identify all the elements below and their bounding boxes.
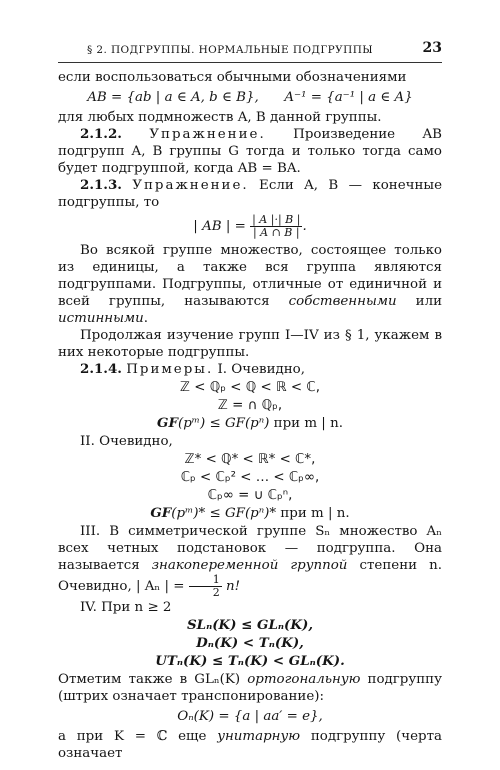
after-equation: для любых подмножеств A, B данной группы. [58,110,382,125]
fraction-numerator: | A |·| B | [252,213,301,226]
eq-card-end: . [302,219,307,234]
equation-product-inverse [58,89,442,106]
term-true: истинными [58,311,144,326]
page-number: 23 [422,40,442,56]
text: Отметим также в GLₙ(K) [58,672,241,687]
term-orthogonal: ортогональную [247,672,361,687]
text: при m | n. [273,416,343,431]
eq-II-2: ℂₚ < ℂₚ² < … < ℂₚ∞, [180,470,320,485]
eq-II-3: ℂₚ∞ = ∪ ℂₚⁿ, [207,488,293,503]
term-unitary: унитарную [217,729,301,744]
text: III. В симметрической группе Sₙ множество Aₙ всех четных подстановок — подгруппа. Она называется [58,524,442,573]
eq-I-3 [58,415,442,432]
text: (pᵐ) ≤ GF(pⁿ) [178,416,270,431]
text: (pᵐ)* ≤ GF(pⁿ)* [171,506,277,521]
exercise-2-1-2 [58,126,442,177]
book-page [58,40,442,762]
fraction-numerator: 1 [189,574,222,587]
examples-2-1-4 [58,361,442,378]
paragraph-orthogonal [58,671,442,705]
last-line [58,728,442,762]
exercise-2-1-3 [58,177,442,211]
examples-label: Примеры. [126,362,214,377]
exercise-number: 2.1.3. [80,177,122,193]
eq-II-1: ℤ* < ℚ* < ℝ* < ℂ*, [184,452,316,467]
eq-I-2: ℤ = ∩ ℚₚ, [217,398,283,413]
gf-symbol: GF [150,505,172,521]
equation-cardinality [58,214,442,239]
term-alternating-group: знакопеременной группой [151,558,348,573]
eq-IV-1: SLₙ(K) ≤ GLₙ(K), [186,617,314,633]
eq-IV-2: Dₙ(K) < Tₙ(K), [196,635,304,651]
example-I-lead: I. Очевидно, [217,362,305,377]
exercise-text: Если A, B — конечные подгруппы, то [58,178,443,210]
half-fraction [189,574,222,599]
text: Во всякой группе множество, состоящее только из единицы, а также вся группа являются подгруппами. Подгруппы, отличные от единичной и всей группы, называются [58,243,442,309]
example-III [58,523,442,599]
text: подгруппу (штрих означает транспонирование): [58,672,442,704]
paragraph-continue: Продолжая изучение групп I—IV из § 1, укажем в них некоторые подгруппы. [58,328,442,360]
text: при m | n. [280,506,350,521]
exercise-number: 2.1.2. [80,126,122,142]
fraction-denominator: 2 [212,586,220,599]
eq-inverse: A⁻¹ = {a⁻¹ | a ∈ A} [284,90,413,105]
text: подгруппу (черта означает [58,729,443,761]
eq-product: AB = {ab | a ∈ A, b ∈ B}, [87,90,259,105]
text: или [415,294,442,309]
exercise-label: Упражнение. [149,127,266,142]
running-header [58,40,442,63]
eq-card-fraction [250,214,302,239]
eq-I-1: ℤ < ℚₚ < ℚ < ℝ < ℂ, [180,380,320,395]
text: а при K = ℂ еще [58,729,207,744]
eq-IV-3: UTₙ(K) ≤ Tₙ(K) < GLₙ(K). [155,653,345,669]
section-title: § 2. ПОДГРУППЫ. НОРМАЛЬНЫЕ ПОДГРУППЫ [87,44,373,56]
intro-line: если воспользоваться обычными обозначениями [58,70,407,85]
eq-II-4 [58,505,442,522]
example-II-lead: II. Очевидно, [80,434,173,449]
exercise-label: Упражнение. [132,178,249,193]
paragraph-trivial-subgroups [58,242,442,327]
fraction-denominator: | A ∩ B | [252,226,300,239]
exercise-text: Произведение AB подгрупп A, B группы G тогда и только тогда само будет подгруппой, когда AB = BA. [58,127,443,176]
examples-number: 2.1.4. [80,361,122,377]
text: n! [225,579,240,594]
term-proper: собственными [288,294,397,309]
eq-card-lhs: | AB | = [193,219,246,234]
text: степени n. Очевидно, | Aₙ | = [58,558,442,594]
gf-symbol: GF [157,415,178,431]
example-IV-lead: IV. При n ≥ 2 [80,600,172,615]
eq-orthogonal: Oₙ(K) = {a | aa′ = e}, [177,709,323,724]
text: . [143,311,148,326]
